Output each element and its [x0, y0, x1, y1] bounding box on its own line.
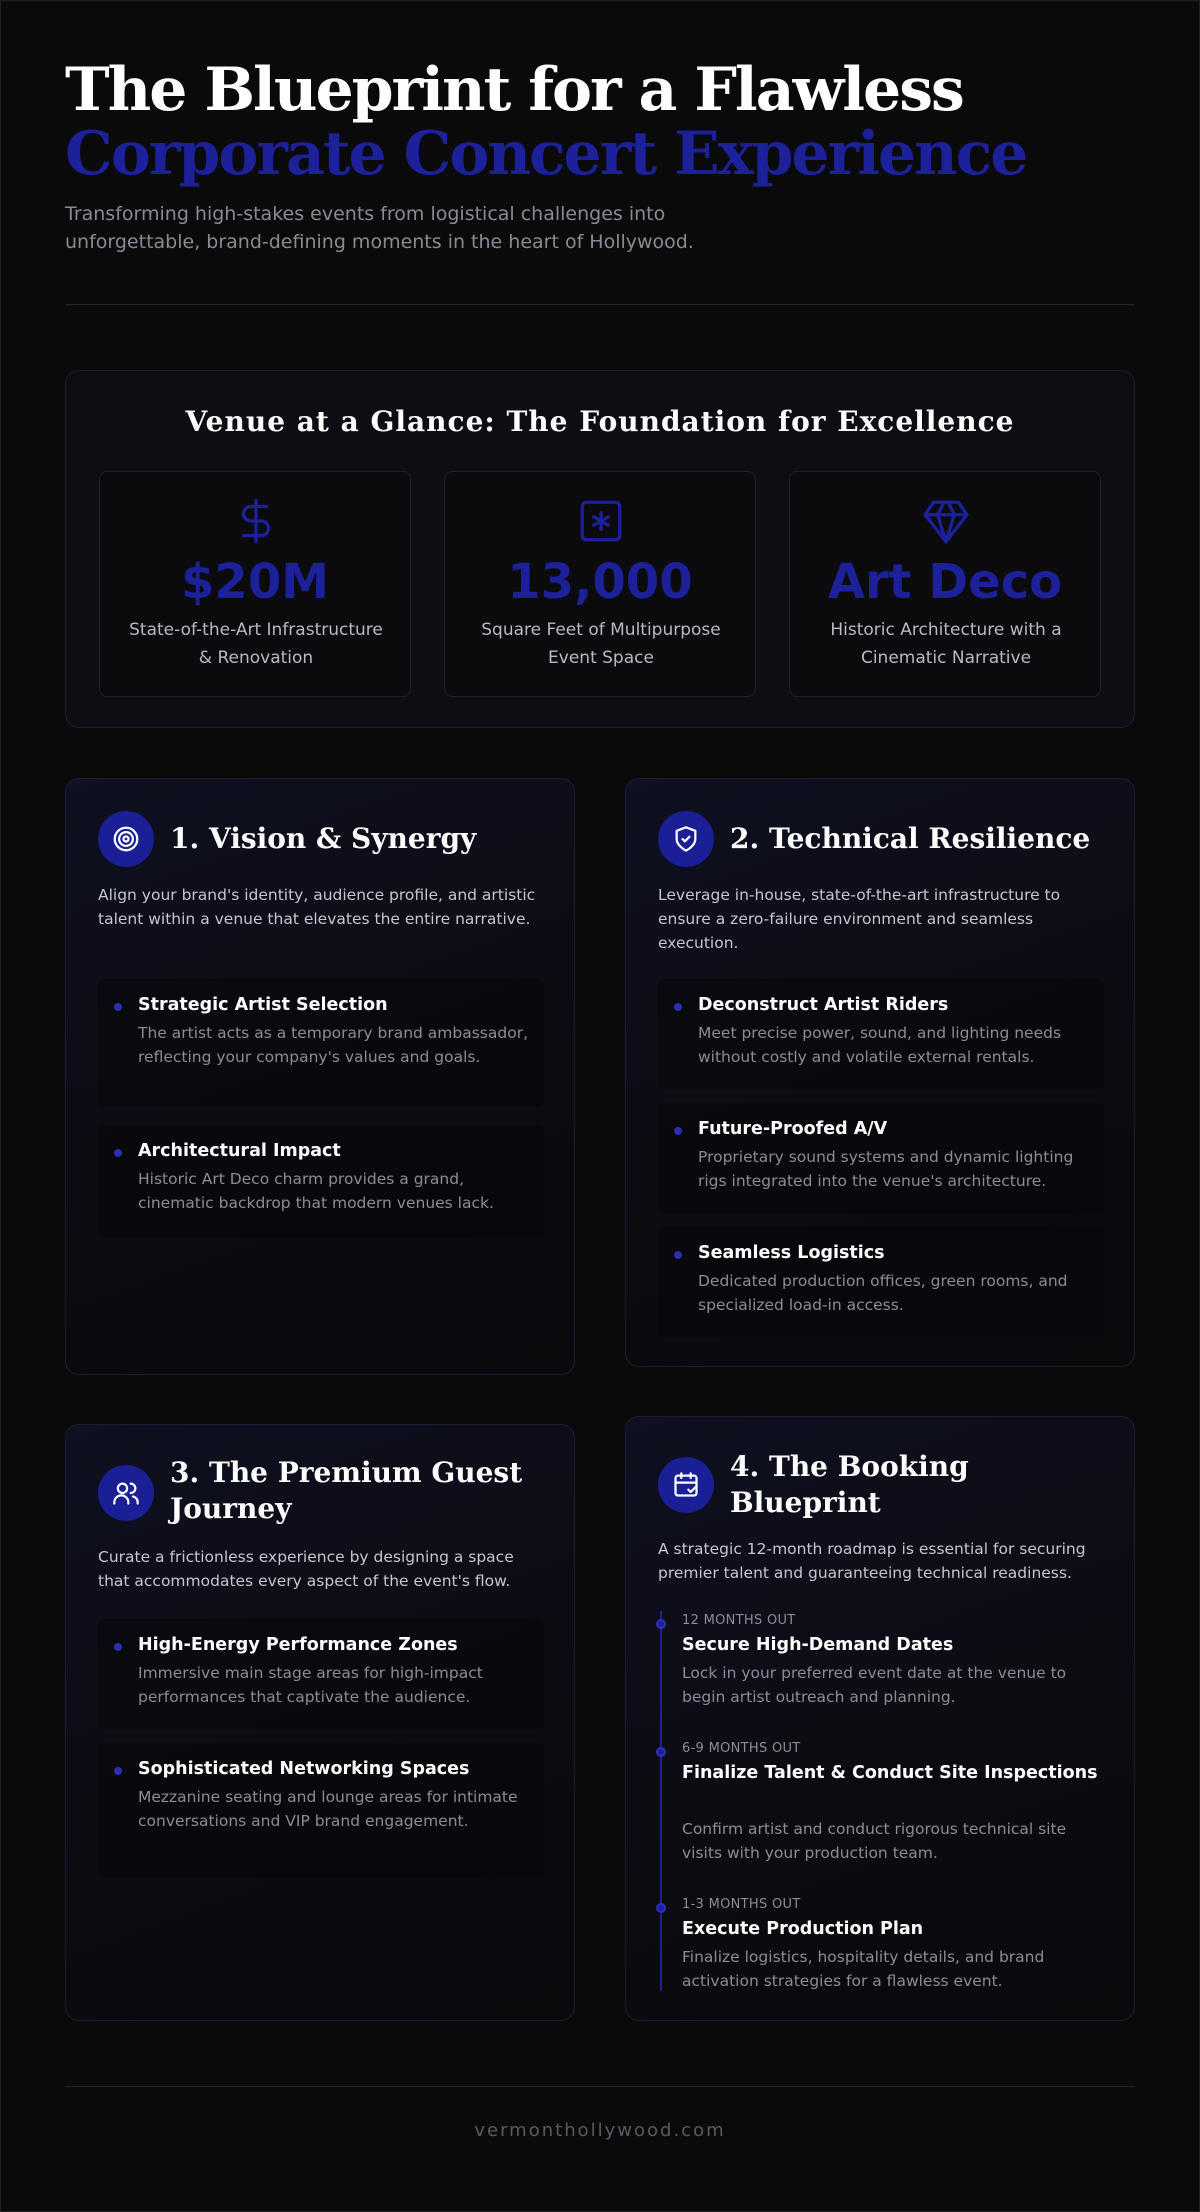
list-item — [98, 1743, 544, 1877]
section-card-booking — [625, 1416, 1135, 2021]
section-description: Align your brand's identity, audience profile, and artistic talent within a venue that elevates the entire narrative. — [98, 886, 536, 928]
bullet-dot — [114, 1003, 122, 1011]
timeline-when: 1-3 MONTHS OUT — [682, 1897, 801, 1912]
item-text: Mezzanine seating and lounge areas for intimate conversations and VIP brand engagement. — [138, 1788, 518, 1830]
timeline-dot — [656, 1747, 666, 1757]
header-divider — [65, 304, 1135, 305]
gem-icon — [921, 496, 971, 546]
item-title: Architectural Impact — [138, 1141, 341, 1161]
list-item — [98, 1619, 544, 1729]
timeline-title: Secure High-Demand Dates — [682, 1635, 954, 1655]
section-title: 3. The Premium Guest Journey — [170, 1456, 523, 1525]
item-text: Proprietary sound systems and dynamic lighting rigs integrated into the venue's architecture. — [698, 1148, 1074, 1190]
bullet-dot — [114, 1767, 122, 1775]
shield-check-icon — [658, 811, 714, 867]
item-title: Deconstruct Artist Riders — [698, 995, 949, 1015]
page-title-line-2: Corporate Concert Experience — [65, 119, 1027, 189]
footer-divider — [65, 2086, 1135, 2087]
venue-overview — [65, 370, 1135, 728]
item-title: Seamless Logistics — [698, 1243, 885, 1263]
item-title: Strategic Artist Selection — [138, 995, 388, 1015]
stat-card-investment — [99, 471, 411, 697]
users-icon — [98, 1465, 154, 1521]
item-title: Future-Proofed A/V — [698, 1119, 888, 1139]
calendar-check-icon — [658, 1457, 714, 1513]
bullet-dot — [114, 1149, 122, 1157]
stat-label: State-of-the-Art Infrastructure & Renovation — [129, 620, 383, 668]
timeline-dot — [656, 1903, 666, 1913]
section-description: A strategic 12-month roadmap is essential for securing premier talent and guaranteeing technical readiness. — [658, 1540, 1086, 1582]
stat-label: Historic Architecture with a Cinematic Narrative — [830, 620, 1062, 668]
list-item — [658, 979, 1104, 1089]
timeline-when: 12 MONTHS OUT — [682, 1613, 796, 1628]
stat-card-architecture — [789, 471, 1101, 697]
page-title-line-1: The Blueprint for a Flawless — [65, 55, 963, 125]
square-asterisk-icon — [576, 496, 626, 546]
timeline-title: Execute Production Plan — [682, 1919, 924, 1939]
stat-value: Art Deco — [827, 554, 1063, 610]
target-icon — [98, 811, 154, 867]
section-title: 4. The Booking Blueprint — [730, 1450, 969, 1519]
section-card-vision — [65, 778, 575, 1375]
list-item — [658, 1103, 1104, 1213]
item-text: Meet precise power, sound, and lighting needs without costly and volatile external rentals. — [698, 1024, 1062, 1066]
stat-card-space — [444, 471, 756, 697]
dollar-icon — [231, 496, 281, 546]
stat-value: 13,000 — [507, 554, 693, 610]
list-item — [658, 1227, 1104, 1337]
section-title: 1. Vision & Synergy — [170, 822, 477, 855]
section-description: Leverage in-house, state-of-the-art infrastructure to ensure a zero-failure environment and seamless execution. — [658, 886, 1061, 952]
timeline-text: Confirm artist and conduct rigorous technical site visits with your production team. — [682, 1820, 1067, 1862]
bullet-dot — [674, 1127, 682, 1135]
list-item — [98, 1125, 544, 1237]
item-text: Immersive main stage areas for high-impact performances that captivate the audience. — [138, 1664, 483, 1706]
item-title: High-Energy Performance Zones — [138, 1635, 458, 1655]
timeline-step — [656, 1739, 1116, 1865]
item-text: Historic Art Deco charm provides a grand, cinematic backdrop that modern venues lack. — [138, 1170, 494, 1212]
timeline-when: 6-9 MONTHS OUT — [682, 1741, 801, 1756]
list-item — [98, 979, 544, 1107]
timeline-dot — [656, 1619, 666, 1629]
timeline-text: Finalize logistics, hospitality details, and brand activation strategies for a flawless event. — [682, 1948, 1045, 1990]
section-description: Curate a frictionless experience by designing a space that accommodates every aspect of the event's flow. — [98, 1548, 514, 1590]
bullet-dot — [114, 1643, 122, 1651]
page-header — [65, 55, 1135, 256]
bullet-dot — [674, 1251, 682, 1259]
page-subtitle: Transforming high-stakes events from logistical challenges into unforgettable, brand-defining moments in the heart of Hollywood. — [65, 203, 694, 253]
section-card-guest-journey — [65, 1424, 575, 2021]
footer-website: vermonthollywood.com — [474, 2120, 726, 2141]
stat-value: $20M — [181, 554, 329, 610]
section-card-technical — [625, 778, 1135, 1367]
item-text: The artist acts as a temporary brand ambassador, reflecting your company's values and goals. — [138, 1024, 528, 1066]
venue-title: Venue at a Glance: The Foundation for Excellence — [185, 405, 1015, 438]
stat-label: Square Feet of Multipurpose Event Space — [481, 620, 721, 668]
timeline-step — [656, 1895, 1116, 1995]
timeline-step — [656, 1611, 1116, 1711]
timeline-text: Lock in your preferred event date at the venue to begin artist outreach and planning. — [682, 1664, 1067, 1706]
item-text: Dedicated production offices, green rooms, and specialized load-in access. — [698, 1272, 1068, 1314]
bullet-dot — [674, 1003, 682, 1011]
timeline-title: Finalize Talent & Conduct Site Inspections — [682, 1763, 1098, 1783]
item-title: Sophisticated Networking Spaces — [138, 1759, 470, 1779]
section-title: 2. Technical Resilience — [730, 822, 1091, 855]
